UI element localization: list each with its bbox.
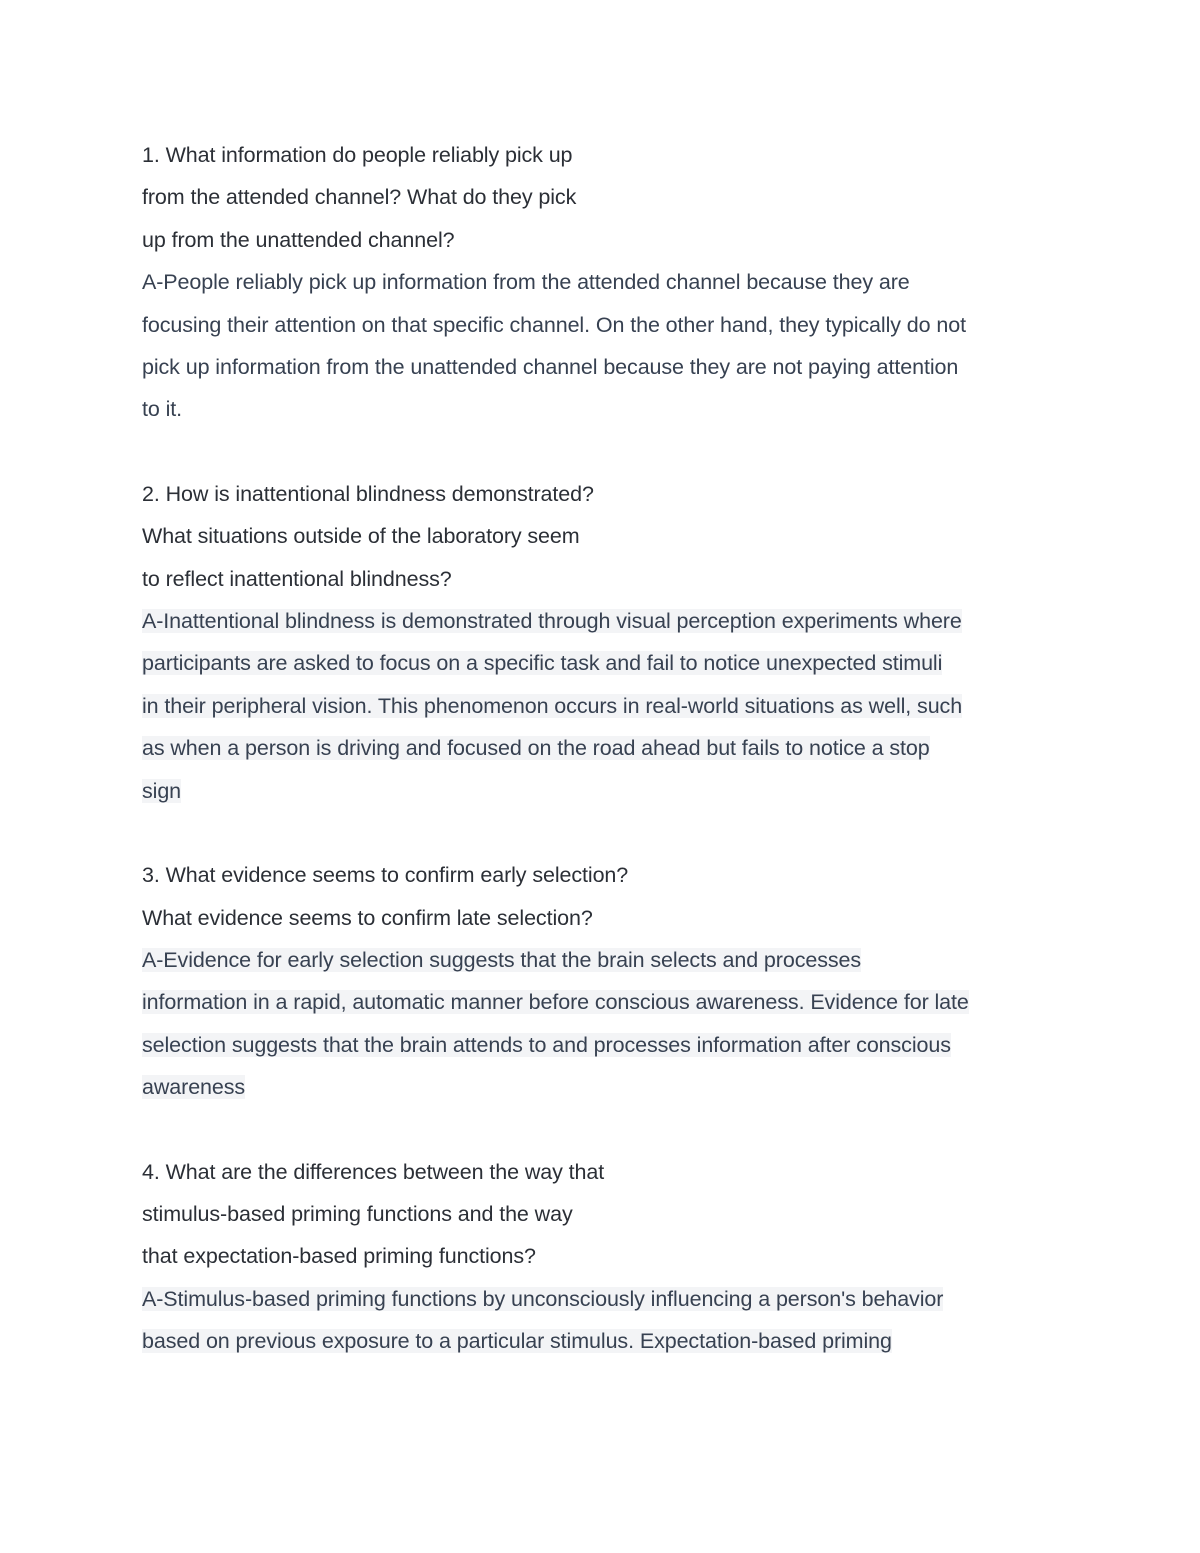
question-line: that expectation-based priming functions?	[142, 1244, 536, 1269]
answer-3	[142, 939, 1082, 1109]
answer-line: information in a rapid, automatic manner before conscious awareness. Evidence for late	[142, 990, 969, 1015]
answer-4	[142, 1278, 1082, 1363]
answer-line: participants are asked to focus on a specific task and fail to notice unexpected stimuli	[142, 651, 943, 676]
answer-1	[142, 261, 1082, 431]
qa-item-3	[142, 854, 1082, 1108]
question-line: 3. What evidence seems to confirm early selection?	[142, 863, 629, 888]
question-3	[142, 854, 1082, 939]
question-line: 4. What are the differences between the way that	[142, 1159, 605, 1184]
qa-item-2	[142, 473, 1082, 812]
answer-line: sign	[142, 778, 182, 803]
answer-line: A-People reliably pick up information from the attended channel because they are	[142, 270, 910, 295]
answer-line: based on previous exposure to a particular stimulus. Expectation-based priming	[142, 1329, 892, 1354]
question-line: stimulus-based priming functions and the way	[142, 1201, 573, 1226]
question-line: 2. How is inattentional blindness demonstrated?	[142, 481, 594, 506]
document-page	[142, 134, 1082, 1405]
answer-line: A-Inattentional blindness is demonstrated through visual perception experiments where	[142, 609, 962, 634]
answer-2	[142, 600, 1082, 812]
question-2	[142, 473, 1082, 600]
answer-line: focusing their attention on that specific channel. On the other hand, they typically do not	[142, 312, 966, 337]
question-line: What situations outside of the laboratory seem	[142, 524, 580, 549]
answer-line: awareness	[142, 1075, 246, 1100]
answer-line: A-Evidence for early selection suggests that the brain selects and processes	[142, 947, 862, 972]
question-line: up from the unattended channel?	[142, 227, 455, 252]
question-1	[142, 134, 1082, 261]
question-line: 1. What information do people reliably pick up	[142, 143, 573, 167]
answer-line: in their peripheral vision. This phenomenon occurs in real-world situations as well, such	[142, 693, 963, 718]
question-line: from the attended channel? What do they pick	[142, 185, 577, 210]
answer-line: as when a person is driving and focused on the road ahead but fails to notice a stop	[142, 736, 930, 761]
answer-line: A-Stimulus-based priming functions by unconsciously influencing a person's behavior	[142, 1286, 944, 1311]
question-line: What evidence seems to confirm late selection?	[142, 905, 593, 930]
question-4	[142, 1151, 1082, 1278]
answer-line: pick up information from the unattended channel because they are not paying attention	[142, 355, 959, 380]
qa-item-1	[142, 134, 1082, 431]
answer-line: to it.	[142, 397, 183, 422]
qa-item-4	[142, 1151, 1082, 1363]
answer-line: selection suggests that the brain attends to and processes information after conscious	[142, 1032, 951, 1057]
question-line: to reflect inattentional blindness?	[142, 566, 452, 591]
